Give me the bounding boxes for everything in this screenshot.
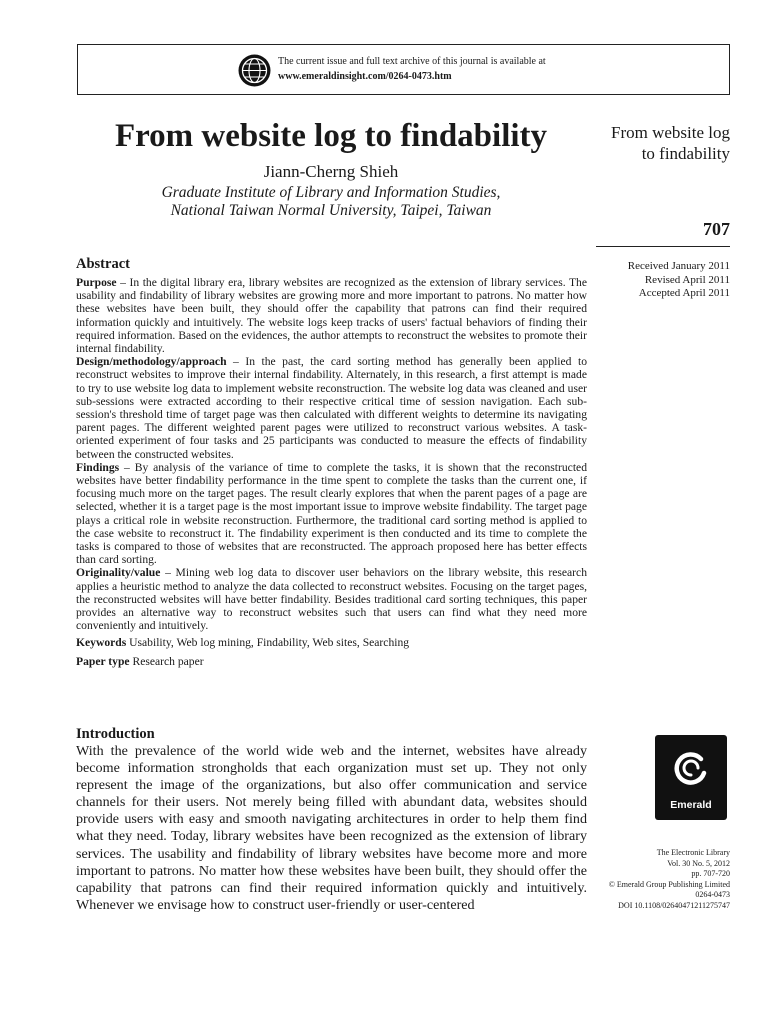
journal-info: [590, 848, 730, 911]
author-name: Jiann-Cherng Shieh: [263, 162, 399, 181]
received-date: Received January 2011: [627, 260, 730, 272]
introduction-text: With the prevalence of the world wide web and the internet, websites have already become information strongholds that each organization must set up. They not only represent the image of the organizations, but also offer communication and service channels for their users. Not merely being filled with abundant data, websites should provide users with easy and smooth navigating architectures in order to help them find what they need. Today, library websites have been recognized as the extension of library services. The usability and findability of library websites have become more and more important to patrons. No matter how these websites have been built, they should offer the capability that patrons can find their required information quickly and intuitively. Whenever we envisage how to construct user-friendly or user-centered: [76, 743, 587, 913]
abstract-section: [76, 256, 587, 668]
page-number: 707: [596, 219, 730, 247]
running-head-line-1: From website log: [611, 123, 730, 142]
banner-url[interactable]: www.emeraldinsight.com/0264-0473.htm: [278, 71, 452, 82]
purpose-label: Purpose: [76, 276, 117, 289]
article-title: From website log to findability: [114, 118, 548, 154]
keywords: [76, 636, 587, 649]
paper-type-text: Research paper: [129, 655, 204, 669]
journal-volume: Vol. 30 No. 5, 2012: [667, 858, 730, 868]
originality-label: Originality/value: [76, 566, 161, 580]
paper-type: [76, 655, 587, 668]
journal-issn: 0264-0473: [695, 890, 730, 899]
revised-date: Revised April 2011: [644, 273, 730, 286]
originality-text: – Mining web log data to discover user behaviors on the library website, this research applies a heuristic method to analyze the data collected to reconstruct websites. Focusing on the target pages, the reconstructed websites will have better findability. Besides traditional card sorting techniques, this paper provides an alternative way to reconstruct websites such that users can find what they need more conveniently and intuitively.: [76, 566, 587, 633]
running-head: [590, 122, 730, 164]
journal-name: The Electronic Library: [656, 848, 730, 857]
paper-type-label: Paper type: [76, 655, 130, 669]
article-dates: [596, 260, 730, 301]
abstract-purpose: [76, 276, 587, 355]
purpose-text: – In the digital library era, library websites are recognized as the extension of library services. The usability and findability of library websites are growing more and more important to patrons. No matter how these websites have been built, they should offer the capability that patrons can find their required information quickly and intuitively. The website logs keep tracks of users' factual behaviors of finding their required information. Based on the evidences, the author attempts to reconstruct the websites to promote their internal findability.: [76, 276, 587, 356]
emerald-logo: [655, 735, 727, 820]
design-text: – In the past, the card sorting method has generally been applied to reconstruct websites to improve their internal findability. Alternately, in this research, a first attempt is made to try to use website log data to implement website reconstruction. The website log data was cleaned and user sub-sessions were extracted according to their respective critical time of session navigation. Each sub-session's threshold time of target page was then calculated with different weights to determine its navigating parent pages. The different weighted parent pages were utilized to reconstruct various websites. A task-oriented experiment of four tasks and 25 participants was conducted to measure the effects of findability between the constructed websites.: [76, 355, 587, 461]
abstract-heading: Abstract: [76, 256, 130, 272]
running-head-line-2: to findability: [641, 144, 730, 163]
introduction-heading: Introduction: [76, 726, 155, 742]
abstract-design: [76, 355, 587, 461]
journal-doi[interactable]: DOI 10.1108/02640471211275747: [618, 900, 730, 910]
keywords-label: Keywords: [76, 636, 127, 650]
emerald-logo-icon: [655, 735, 727, 799]
journal-pages: pp. 707-720: [691, 869, 730, 878]
author-affiliation: [96, 184, 566, 220]
banner-text: The current issue and full text archive of this journal is available at: [278, 56, 546, 67]
journal-banner: [77, 44, 730, 95]
globe-icon: [238, 54, 271, 87]
keywords-text: Usability, Web log mining, Findability, Web sites, Searching: [126, 636, 410, 650]
affiliation-line-2: National Taiwan Normal University, Taipei, Taiwan: [170, 202, 492, 219]
abstract-findings: [76, 461, 587, 567]
findings-text: – By analysis of the variance of time to complete the tasks, it is shown that the reconstructed websites have better findability performance in the time spent to complete the tasks than the current one, if focusing much more on the target pages. The result clearly explores that when the parent pages of a page are selected, whether it is a target page is the most important issue to improve website findability. The target page plays a critical role in website reconstruction. Furthermore, the traditional card sorting method is applied to the case website to reconstruct it. The findability experiment is then conducted and its time to complete the tasks is compared to those of websites that are reconstructed. The approach proposed here has better effects than card sorting.: [76, 460, 587, 567]
abstract-originality: [76, 566, 587, 632]
journal-copyright: © Emerald Group Publishing Limited: [608, 879, 730, 889]
design-label: Design/methodology/approach: [76, 355, 227, 369]
emerald-logo-text: Emerald: [670, 799, 712, 811]
findings-label: Findings: [76, 460, 120, 474]
affiliation-line-1: Graduate Institute of Library and Information Studies,: [161, 184, 501, 201]
accepted-date: Accepted April 2011: [638, 287, 730, 299]
